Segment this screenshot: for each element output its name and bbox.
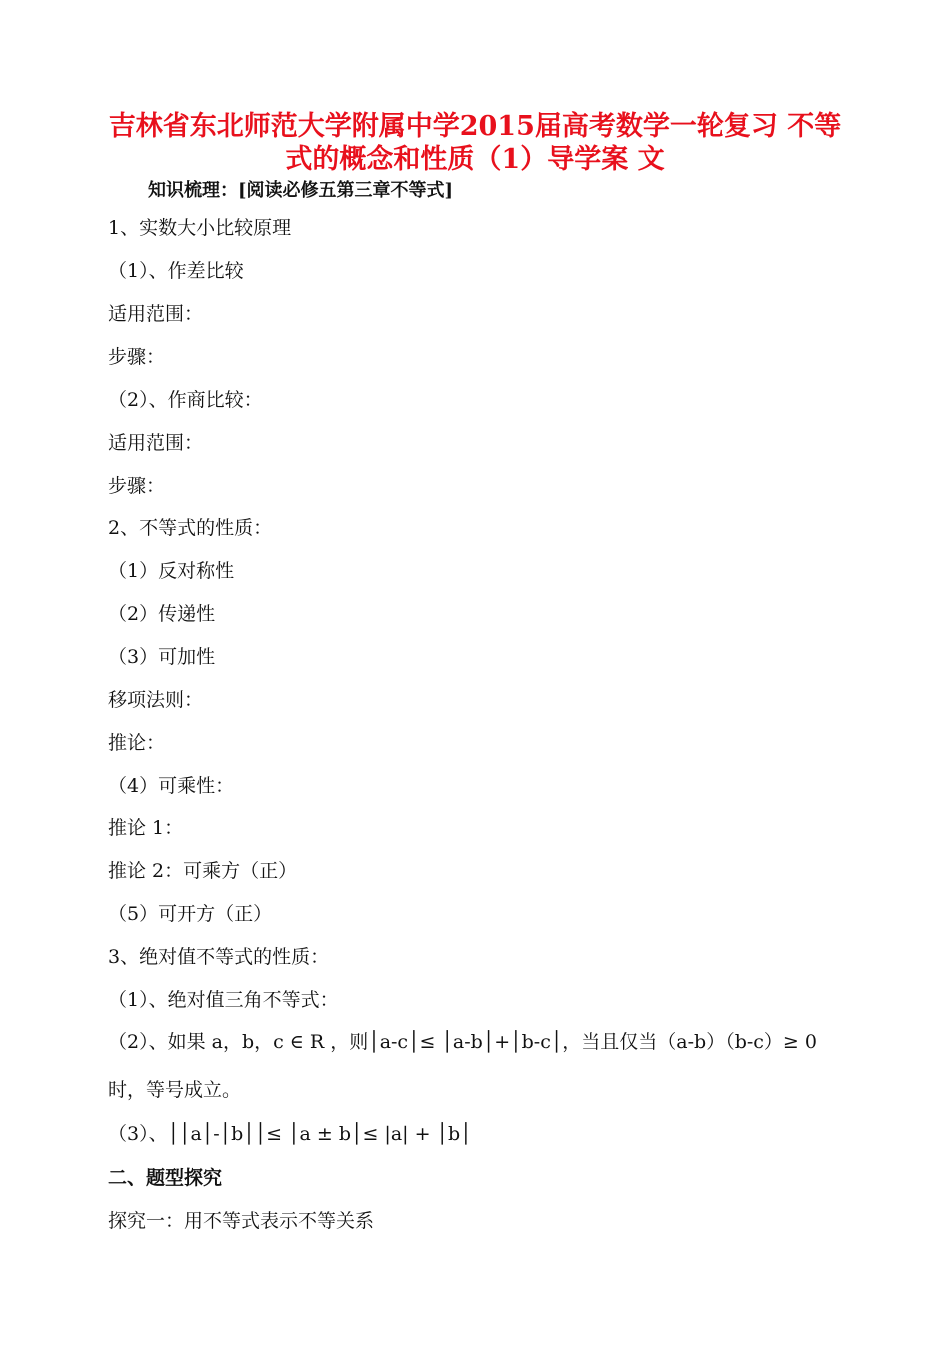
list-item: （1）、作差比较 [108, 260, 244, 282]
section-3-heading: 3、绝对值不等式的性质： [108, 946, 330, 968]
list-item: 适用范围： [108, 432, 204, 454]
section-2-heading: 2、不等式的性质： [108, 517, 273, 539]
list-item: （1）反对称性 [108, 560, 235, 582]
list-item: 推论 2：可乘方（正） [108, 860, 298, 882]
list-item: 时，等号成立。 [108, 1079, 242, 1101]
list-item: 移项法则： [108, 689, 204, 711]
document-title-line-2: 式的概念和性质（1）导学案 文 [285, 144, 665, 175]
document-title-line-1: 吉林省东北师范大学附属中学2015届高考数学一轮复习 不等 [108, 111, 842, 142]
list-item: （2）传递性 [108, 603, 216, 625]
list-item: 推论 1： [108, 817, 184, 839]
list-item: （3）可加性 [108, 646, 216, 668]
list-item: （4）可乘性： [108, 775, 235, 797]
list-item: （3）、││a│-│b││≤ │a ± b│≤ |a| + │b│ [108, 1123, 472, 1145]
list-item: 步骤： [108, 475, 166, 497]
knowledge-review-heading: 知识梳理：[阅读必修五第三章不等式] [148, 180, 454, 201]
list-item: 探究一：用不等式表示不等关系 [108, 1210, 375, 1232]
list-item: 推论： [108, 732, 166, 754]
list-item: （2）、作商比较： [108, 389, 263, 411]
section-heading-question-types: 二、题型探究 [108, 1167, 223, 1189]
list-item: （5）可开方（正） [108, 903, 273, 925]
list-item: 步骤： [108, 346, 166, 368]
list-item: （2）、如果 a，b，c ∈ R ，则│a-c│≤ │a-b│+│b-c│，当且仅当（a-b）（b-c）≥ 0 [108, 1031, 817, 1053]
list-item: 适用范围： [108, 303, 204, 325]
section-1-heading: 1、实数大小比较原理 [108, 217, 292, 239]
list-item: （1）、绝对值三角不等式： [108, 989, 339, 1011]
